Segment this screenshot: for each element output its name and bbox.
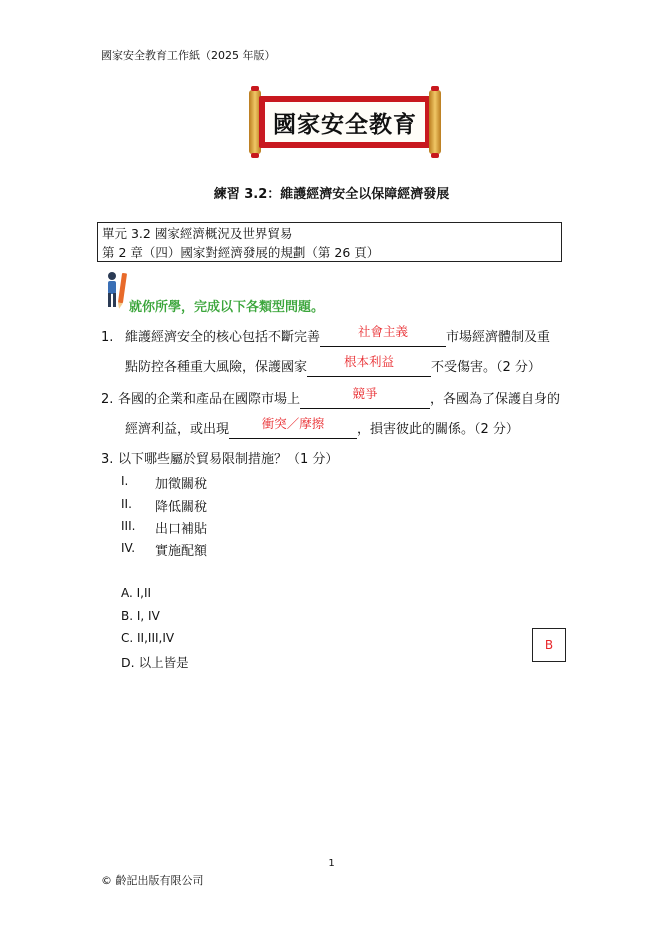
question-1-line-1 bbox=[125, 323, 575, 353]
q3-item-roman: II. bbox=[121, 497, 132, 511]
instruction: 就你所學，完成以下各類型問題。 bbox=[129, 300, 325, 315]
q2-text: 經濟利益，或出現 bbox=[125, 422, 230, 437]
q3-item-roman: III. bbox=[121, 519, 136, 533]
unit-info-box bbox=[97, 222, 562, 262]
q1-text: 點防控各種重大風險，保護國家 bbox=[125, 360, 308, 375]
q3-item-text: 實施配額 bbox=[155, 544, 208, 559]
q2-text: 各國的企業和產品在國際市場上 bbox=[118, 392, 301, 407]
footer-copyright: © 齡記出版有限公司 bbox=[101, 874, 204, 887]
q1-blank-2 bbox=[307, 354, 431, 377]
chapter-line: 第 2 章（四）國家對經濟發展的規劃（第 26 頁） bbox=[102, 245, 380, 260]
q3-item-text: 出口補貼 bbox=[155, 522, 208, 537]
unit-line: 單元 3.2 國家經濟概況及世界貿易 bbox=[102, 226, 293, 241]
question-3-number: 3. bbox=[101, 452, 114, 467]
q2-blank-2 bbox=[229, 416, 357, 439]
q3-item-roman: IV. bbox=[121, 541, 136, 555]
question-2-line-2 bbox=[125, 415, 575, 445]
question-1-number: 1. bbox=[101, 330, 114, 345]
q1-blank-1 bbox=[320, 324, 446, 347]
q1-text: 維護經濟安全的核心包括不斷完善 bbox=[125, 330, 321, 345]
q1-answer-1: 社會主義 bbox=[358, 324, 409, 339]
q3-item-text: 降低關稅 bbox=[155, 500, 208, 515]
student-pencil-icon bbox=[103, 270, 129, 310]
q3-option-d: D. 以上皆是 bbox=[121, 655, 189, 670]
q3-item-roman: I. bbox=[121, 474, 129, 488]
q3-option-b: B. I, IV bbox=[121, 609, 160, 623]
q1-answer-2: 根本利益 bbox=[344, 354, 395, 369]
q3-item-text: 加徵關稅 bbox=[155, 477, 208, 492]
banner-title: 國家安全教育 bbox=[265, 102, 425, 142]
q2-text: ，各國為了保護自身的 bbox=[430, 392, 561, 407]
banner-frame bbox=[259, 96, 431, 148]
q3-option-c: C. II,III,IV bbox=[121, 631, 175, 645]
q1-text: 市場經濟體制及重 bbox=[446, 330, 551, 345]
title-banner bbox=[245, 90, 445, 154]
q2-text: ，損害彼此的關係。（2 分） bbox=[357, 422, 519, 437]
header-note: 國家安全教育工作紙（2025 年版） bbox=[101, 49, 276, 62]
question-3-text: 以下哪些屬於貿易限制措施？（1 分） bbox=[118, 452, 339, 467]
question-1-line-2 bbox=[125, 353, 575, 383]
q1-text: 不受傷害。（2 分） bbox=[431, 360, 541, 375]
scroll-roller-right bbox=[429, 90, 441, 154]
q2-answer-2: 衝突／摩擦 bbox=[261, 416, 325, 431]
q3-answer-box: B bbox=[532, 628, 566, 662]
exercise-title: 練習 3.2：維護經濟安全以保障經濟發展 bbox=[213, 187, 450, 202]
page-number: 1 bbox=[328, 858, 335, 869]
q2-blank-1 bbox=[300, 386, 430, 409]
question-2-line-1 bbox=[118, 385, 578, 415]
q3-option-a: A. I,II bbox=[121, 586, 152, 600]
question-2-number: 2. bbox=[101, 392, 114, 407]
q2-answer-1: 競爭 bbox=[352, 386, 378, 401]
